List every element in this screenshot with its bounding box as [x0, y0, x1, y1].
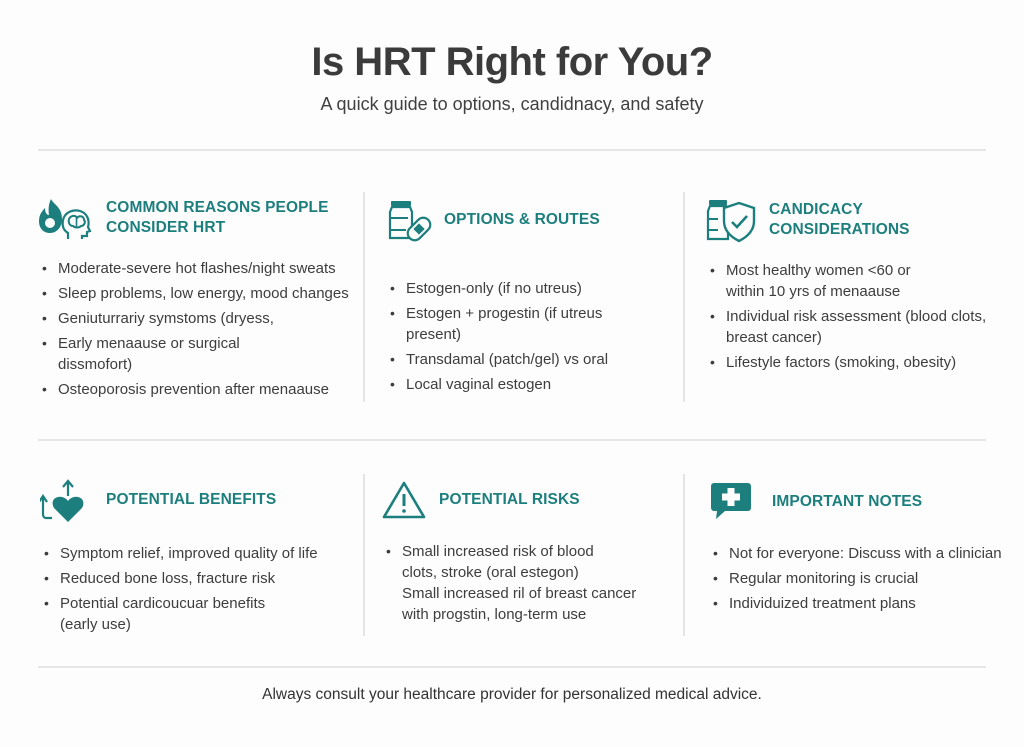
- list-item-continuation: Small increased ril of breast cancer: [402, 585, 637, 602]
- list-item-continuation: dissmofort): [58, 356, 133, 373]
- bullet-list: [40, 543, 318, 639]
- flame-brain-icon: [38, 194, 106, 242]
- list-item: • Geniuturrariy symstoms (dryess,: [38, 308, 349, 329]
- list-item: • Symptom relief, improved quality of life: [40, 543, 318, 564]
- list-item-continuation: present): [406, 326, 462, 343]
- section-important-notes: [709, 478, 1024, 643]
- list-item: • Sleep problems, low energy, mood changes: [38, 283, 349, 304]
- divider-vertical: [363, 474, 365, 636]
- list-item: • Estogen + progestin (if utreus: [386, 303, 608, 324]
- section-candicacy: [706, 196, 1024, 406]
- section-heading: POTENTIAL BENEFITS: [106, 491, 277, 508]
- bottle-shield-check-icon: [706, 196, 769, 244]
- list-item-continuation: breast cancer): [726, 329, 822, 346]
- footer-disclaimer: Always consult your healthcare provider for personalized medical advice.: [262, 686, 762, 703]
- divider-bottom: [38, 666, 986, 668]
- bullet-list: [706, 260, 986, 377]
- bullet-list: [382, 541, 636, 629]
- divider-middle: [38, 439, 986, 441]
- list-item: • Local vaginal estogen: [386, 374, 608, 395]
- list-item: • Estogen-only (if no utreus): [386, 278, 608, 299]
- page-title: Is HRT Right for You?: [311, 40, 713, 84]
- pill-bottle-bandage-icon: [386, 196, 444, 244]
- divider-vertical: [363, 192, 365, 402]
- divider-vertical: [683, 474, 685, 636]
- section-heading: IMPORTANT NOTES: [772, 493, 923, 510]
- divider-vertical: [683, 192, 685, 402]
- list-item-continuation: clots, stroke (oral estegon): [402, 564, 579, 581]
- section-common-reasons: [38, 194, 363, 404]
- section-potential-benefits: [40, 476, 363, 641]
- list-item: • Early menaause or surgical: [38, 333, 349, 354]
- section-heading: COMMON REASONS PEOPLE CONSIDER HRT: [106, 199, 329, 236]
- list-item-continuation: with progstin, long-term use: [402, 606, 587, 623]
- bullet-list: [386, 278, 608, 399]
- warning-triangle-icon: [382, 476, 439, 524]
- list-item: • Transdamal (patch/gel) vs oral: [386, 349, 608, 370]
- list-item: • Moderate-severe hot flashes/night sweats: [38, 258, 349, 279]
- list-item: • Small increased risk of blood: [382, 541, 636, 562]
- list-item: • Regular monitoring is crucial: [709, 568, 1002, 589]
- list-item-continuation: (early use): [60, 616, 131, 633]
- section-options-routes: [386, 196, 681, 406]
- list-item-continuation: within 10 yrs of menaause: [726, 283, 901, 300]
- divider-top: [38, 149, 986, 151]
- list-item: • Individuized treatment plans: [709, 593, 1002, 614]
- medical-chat-icon: [709, 478, 772, 526]
- page-subtitle: A quick guide to options, candidnacy, and safety: [320, 94, 704, 114]
- section-potential-risks: [382, 476, 682, 641]
- list-item: • Potential cardicoucuar benefits: [40, 593, 318, 614]
- section-heading: POTENTIAL RISKS: [439, 491, 580, 508]
- bullet-list: [38, 258, 349, 404]
- arrows-heart-icon: [40, 476, 106, 524]
- list-item: • Not for everyone: Discuss with a clinician: [709, 543, 1002, 564]
- list-item: • Most healthy women <60 or: [706, 260, 986, 281]
- list-item: • Reduced bone loss, fracture risk: [40, 568, 318, 589]
- section-heading: OPTIONS & ROUTES: [444, 211, 600, 228]
- list-item: • Lifestyle factors (smoking, obesity): [706, 352, 986, 373]
- list-item: • Osteoporosis prevention after menaause: [38, 379, 349, 400]
- bullet-list: [709, 543, 1002, 618]
- section-heading: CANDICACY CONSIDERATIONS: [769, 201, 910, 238]
- list-item: • Individual risk assessment (blood clots,: [706, 306, 986, 327]
